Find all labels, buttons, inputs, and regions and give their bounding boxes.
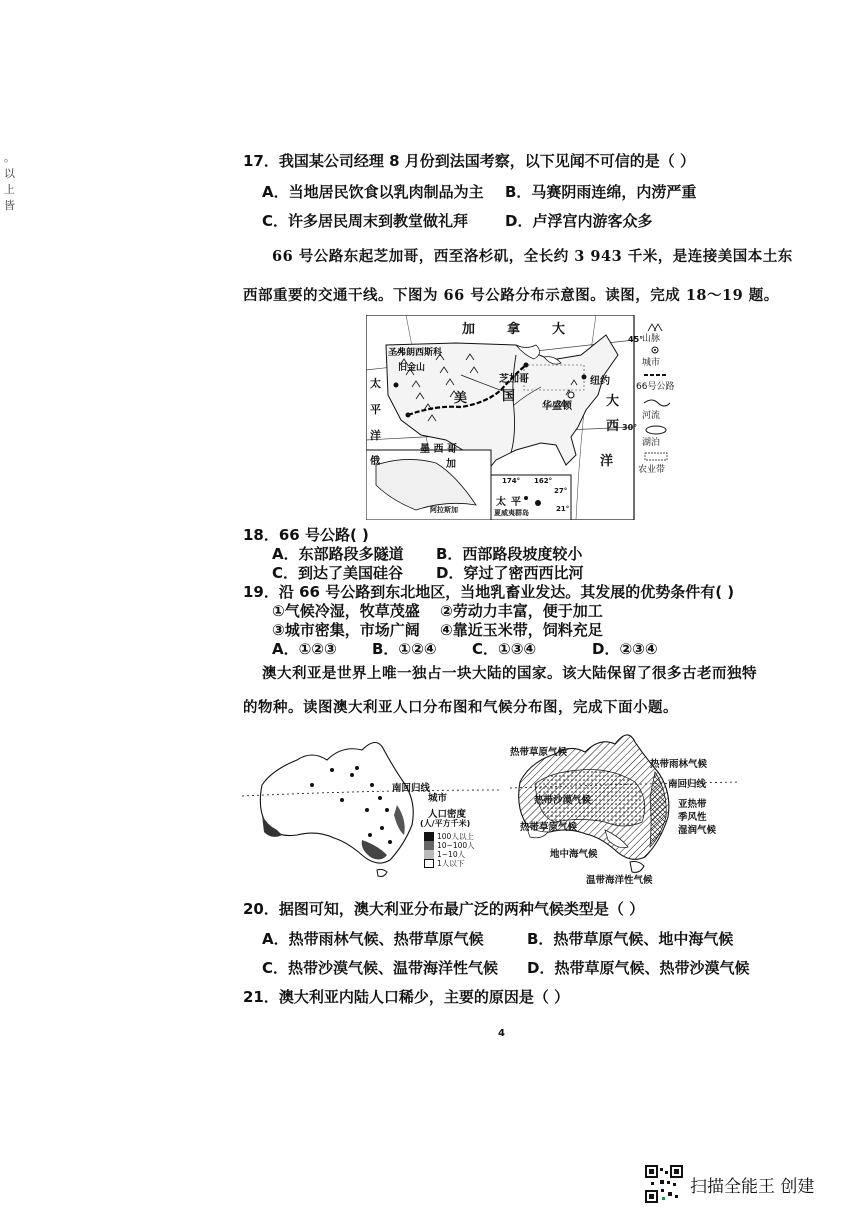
label-atlantic-3: 洋 — [600, 454, 614, 469]
density-swatch-1 — [424, 832, 434, 841]
legend-route-label: 66号公路 — [636, 382, 675, 392]
margin-char-1: 以 — [4, 167, 15, 180]
q18-option-c: C．到达了美国硅谷 — [272, 564, 404, 582]
q20-option-a: A．热带雨林气候、热带草原气候 — [262, 930, 484, 948]
q19-stem: 19．沿 66 号公路到东北地区，当地乳畜业发达。其发展的优势条件有( ) — [243, 583, 735, 601]
margin-dot: 。 — [4, 151, 15, 164]
label-chicago: 芝加哥 — [499, 374, 529, 385]
margin-char-2: 上 — [4, 183, 15, 196]
density-label-2: 10~100人 — [437, 841, 475, 850]
q21-stem: 21．澳大利亚内陆人口稀少，主要的原因是（ ） — [243, 988, 570, 1006]
q18-option-a: A．东部路段多隧道 — [272, 545, 404, 563]
q19-item-1: ①气候冷湿，牧草茂盛 — [272, 602, 420, 620]
route66-map — [366, 315, 676, 520]
q18-option-d: D．穿过了密西西比河 — [436, 564, 584, 582]
intro1-line1: 66 号公路东起芝加哥，西至洛杉矶，全长约 3 943 千米，是连接美国本土东 — [272, 248, 793, 265]
climate-label-savanna-top: 热带草原气候 — [510, 747, 568, 758]
legend-lake-icon — [646, 426, 666, 434]
australia-climate-map — [510, 722, 740, 884]
climate-label-desert: 热带沙漠气候 — [534, 795, 592, 806]
label-atlantic-1: 大 — [606, 394, 620, 409]
label-lat21: 21° — [556, 505, 570, 513]
tropic-label-right: 南回归线 — [668, 779, 707, 790]
label-newyork: 纽约 — [590, 376, 610, 387]
legend-river-icon — [644, 400, 670, 406]
density-label-4: 1人以下 — [437, 859, 465, 868]
label-lat27: 27° — [554, 487, 568, 495]
tropic-label-left: 南回归线 — [392, 783, 431, 794]
label-pacific-1: 太 — [370, 377, 381, 390]
legend-farmbelt-label: 农业带 — [638, 465, 666, 475]
q19-item-2: ②劳动力丰富，便于加工 — [440, 602, 603, 620]
climate-label-oceanic: 温带海洋性气候 — [586, 875, 653, 886]
q19-option-c: C．①③④ — [472, 640, 537, 658]
label-hawaii: 夏威夷群岛 — [494, 509, 529, 517]
footer-brand: 扫描全能王 创建 — [690, 1177, 815, 1197]
margin-char-3: 皆 — [4, 199, 15, 212]
label-alaska: 阿拉斯加 — [430, 506, 458, 514]
q20-option-d: D．热带草原气候、热带沙漠气候 — [527, 959, 750, 977]
climate-label-rainforest: 热带雨林气候 — [650, 759, 708, 770]
q18-stem: 18．66 号公路( ) — [243, 526, 369, 544]
city-newyork — [582, 375, 587, 380]
legend-farmbelt-icon — [645, 453, 667, 460]
q19-item-4: ④靠近玉米带，饲料充足 — [440, 621, 603, 639]
intro2-line2: 的物种。读图澳大利亚人口分布图和气候分布图，完成下面小题。 — [243, 699, 678, 716]
city-losangeles — [406, 413, 411, 418]
intro2-line1: 澳大利亚是世界上唯一独占一块大陆的国家。该大陆保留了很多古老而独特 — [262, 665, 757, 682]
label-inset-pacific-1: 太 — [496, 497, 506, 508]
legend-mountain-icon — [648, 324, 662, 331]
climate-label-mediterranean: 地中海气候 — [550, 849, 598, 860]
hawaii-big-island — [535, 500, 541, 506]
label-russia: 俄 — [370, 456, 380, 467]
label-country: 国 — [502, 389, 516, 404]
q19-item-3: ③城市密集，市场广阔 — [272, 621, 420, 639]
label-siliconvalley: 圣弗朗西斯科 — [388, 348, 443, 358]
climate-label-savanna-left: 热带草原气候 — [520, 822, 578, 833]
population-legend — [420, 790, 500, 880]
legend-mountain-label: 山脉 — [642, 334, 661, 344]
q17-option-c: C．许多居民周末到教堂做礼拜 — [262, 212, 469, 230]
q19-option-b: B．①②④ — [372, 640, 437, 658]
intro1-line2: 西部重要的交通干线。下图为 66 号公路分布示意图。读图，完成 18～19 题。 — [243, 287, 779, 304]
label-lon174: 174° — [502, 477, 521, 485]
margin-marks — [4, 150, 15, 214]
density-swatch-3 — [424, 850, 434, 859]
density-swatch-2 — [424, 841, 434, 850]
label-pacific-2: 平 — [370, 403, 381, 416]
q19-option-d: D．②③④ — [592, 640, 658, 658]
q17-option-b: B．马赛阴雨连绵，内涝严重 — [505, 183, 697, 201]
label-america: 美 — [454, 391, 468, 406]
label-lat30: 30° — [622, 423, 638, 432]
q18-option-b: B．西部路段坡度较小 — [436, 545, 583, 563]
climate-label-subtropical-2: 季风性 — [678, 812, 707, 823]
climate-label-subtropical-3: 湿润气候 — [678, 825, 717, 836]
tasmania-left — [377, 869, 387, 876]
label-sanfrancisco: 旧金山 — [398, 363, 426, 373]
hawaii-island — [524, 496, 528, 500]
label-lon162: 162° — [534, 477, 553, 485]
q17-option-d: D．卢浮宫内游客众多 — [505, 212, 653, 230]
density-label-1: 100人以上 — [437, 832, 474, 841]
page-number: 4 — [498, 1028, 505, 1039]
density-label-3: 1~10人 — [437, 850, 466, 859]
label-atlantic-2: 西 — [606, 419, 620, 434]
density-unit: (人/平方千米) — [420, 819, 471, 828]
q19-option-a: A．①②③ — [272, 640, 337, 658]
label-lat45: 45° — [628, 335, 644, 344]
label-pacific-3: 洋 — [370, 429, 381, 442]
legend-lake-label: 湖泊 — [642, 438, 661, 448]
density-swatch-4 — [424, 859, 434, 868]
label-canada: 加 拿 大 — [462, 322, 568, 337]
legend-city-label: 城市 — [642, 358, 661, 368]
australia-outline-left — [260, 743, 413, 864]
q17-option-a: A．当地居民饮食以乳肉制品为主 — [262, 183, 484, 201]
tasmania-right — [630, 862, 644, 873]
label-inset-pacific-2: 平 — [511, 497, 521, 508]
density-title: 人口密度 — [428, 809, 467, 820]
city-chicago — [524, 363, 529, 368]
climate-label-subtropical-1: 亚热带 — [678, 799, 707, 810]
label-washington: 华盛顿 — [542, 401, 572, 412]
legend-river-label: 河流 — [642, 411, 661, 421]
qr-code-icon — [645, 1165, 683, 1203]
label-mexico: 墨 西 哥 — [420, 444, 457, 455]
q17-stem: 17．我国某公司经理 8 月份到法国考察，以下见闻不可信的是（ ） — [243, 152, 695, 170]
q20-option-c: C．热带沙漠气候、温带海洋性气候 — [262, 959, 499, 977]
q20-stem: 20．据图可知，澳大利亚分布最广泛的两种气候类型是（ ） — [243, 900, 645, 918]
city-sanfrancisco — [394, 383, 399, 388]
label-inset-canada: 加 — [446, 459, 456, 470]
legend-city-text: 城市 — [428, 793, 448, 804]
q20-option-b: B．热带草原气候、地中海气候 — [527, 930, 734, 948]
